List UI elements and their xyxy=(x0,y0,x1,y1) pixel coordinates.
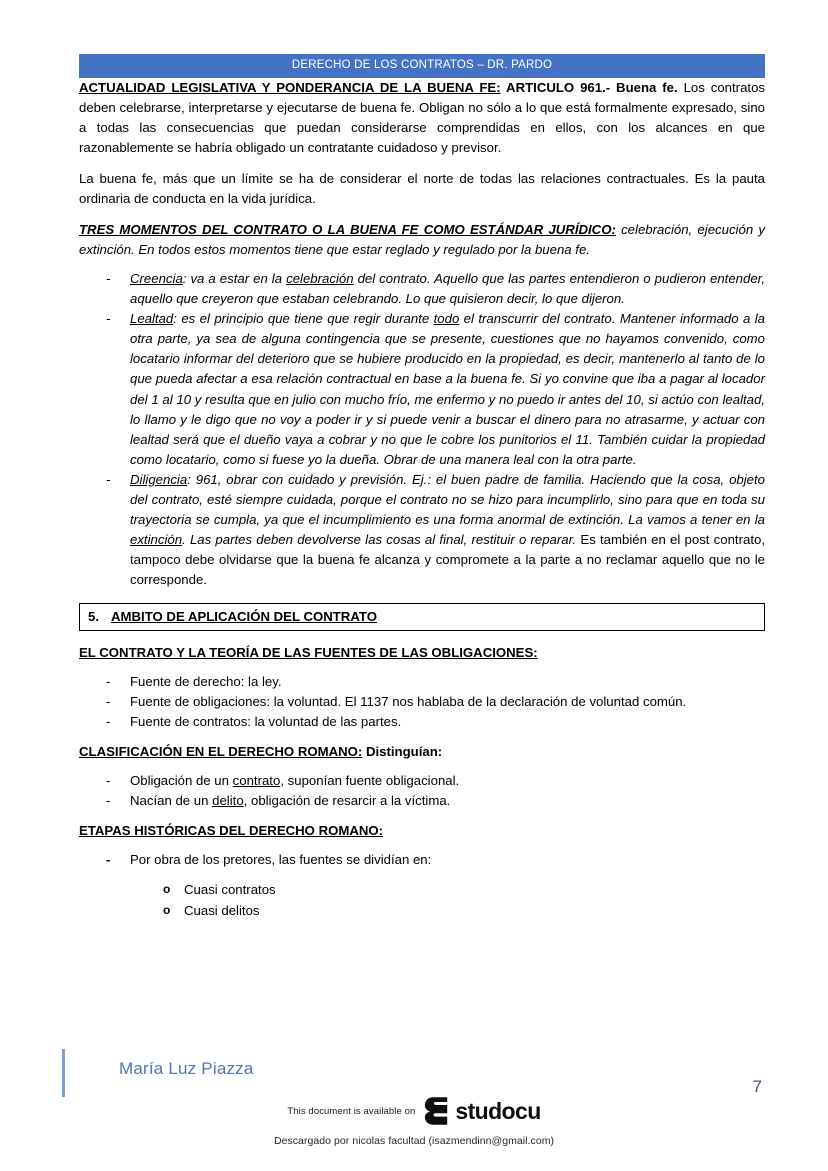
author-signature: María Luz Piazza xyxy=(119,1059,254,1078)
list-item-label: Fuente de contratos: la voluntad de las partes. xyxy=(130,714,402,730)
diligencia-seg1: : 961, obrar con cuidado y previsión. Ej.: el buen padre de familia. Haciendo que la cosa, objeto del contrato, esté siempre cuidada, porque el contrato no se hizo para incumplirlo, sino para que en toda su trayectoria se cumpla, ya que el incumplimiento es una forma anormal de extinción. La vamos a tener en la xyxy=(130,471,765,527)
creencia-seg1: : va a estar en la xyxy=(182,271,287,287)
dash-bullet-icon: - xyxy=(106,271,111,287)
term-creencia: Creencia xyxy=(130,271,183,287)
diligencia-seg3: Es también en el post contrato, tampoco debe olvidarse que la buena fe alcanza y compromete a la parte a no reclamar aquello que no le corresponde. xyxy=(130,531,765,588)
list-buena-fe-momentos xyxy=(79,269,765,590)
list-item xyxy=(79,269,765,309)
studocu-wordmark: studocu xyxy=(455,1097,541,1124)
list-etapas xyxy=(79,850,765,870)
heading-clasificacion-romano xyxy=(79,742,765,762)
term-lealtad: Lealtad xyxy=(130,311,174,327)
list-item xyxy=(79,672,765,692)
list-item-label: Fuente de obligaciones: la voluntad. El 1137 nos hablaba de la declaración de voluntad común. xyxy=(130,694,687,709)
heading-actualidad-legislativa: ACTUALIDAD LEGISLATIVA Y PONDERANCIA DE LA BUENA FE: xyxy=(79,79,501,95)
dash-bullet-icon: - xyxy=(106,694,111,709)
creencia-emphasis: celebración xyxy=(286,271,354,287)
list-item-label: Fuente de derecho: la ley. xyxy=(130,673,282,689)
dash-bullet-icon: - xyxy=(106,792,111,808)
list-item xyxy=(79,712,765,732)
list-item xyxy=(79,692,765,712)
studocu-s-mark-icon xyxy=(424,1096,450,1126)
creencia-seg2: del contrato. Aquello que las partes entendieron o pudieron entender, aquello que creyeron que estaban celebrando. Lo que quisieron decir, lo que dijeron. xyxy=(130,271,765,307)
romano-pre-1: Nacían de un xyxy=(130,792,213,808)
circle-bullet-icon: o xyxy=(163,902,171,917)
list-item xyxy=(79,850,765,870)
circle-bullet-icon: o xyxy=(163,881,171,896)
downloaded-by-text: Descargado por nicolas facultad (isazmendinn@gmail.com) xyxy=(273,1135,555,1147)
diligencia-emphasis: extinción xyxy=(130,531,183,547)
romano-emphasis-delito: delito xyxy=(212,792,244,808)
run-actualidad-body: Los contratos deben celebrarse, interpretarse y ejecutarse de buena fe. Obligan no sólo a lo que está formalmente expresado, sino a todas las consecuencias que puedan considerarse comprendidas en ellos, con los alcances en que razonablemente se habría obligado un contratante cuidadoso y previsor. xyxy=(79,79,766,155)
heading-clasificacion-rest: Distinguían: xyxy=(362,744,443,760)
list-fuentes xyxy=(79,672,765,732)
heading-etapas-historicas-text: ETAPAS HISTÓRICAS DEL DERECHO ROMANO: xyxy=(79,823,384,839)
list-item xyxy=(79,901,765,922)
section-heading-box xyxy=(79,603,765,631)
list-item-label: Por obra de los pretores, las fuentes se dividían en: xyxy=(130,851,432,867)
lealtad-seg2: el transcurrir del contrato. Mantener informado a la otra parte, ya sea de alguna contingencia que se presente, cuestiones que no hayamos convenido, como locatario informar del deterioro que se hubiere producido en la propiedad, es decir, mantenerlo al tanto de lo que pueda afectar a esa relación contractual en base a la buena fe. Si yo convine que iba a pagar al locador del 1 al 10 y resulta que en julio con mucho frío, me enfermo y no puedo ir antes del 10, si actúo con lealtad, lo llamo y le digo que no voy a poder ir y si puede venir a buscar el dinero para no atrasarme, y actuar con lealtad será que el dueño vaya a cobrar y no que le cobre los punitorios el 11. También cuidar la propiedad como locatario, como si fuese yo la dueña. Obrar de una manera leal con la otra parte. xyxy=(130,311,766,467)
dash-bullet-icon: - xyxy=(106,714,111,730)
heading-teoria-fuentes-text: EL CONTRATO Y LA TEORÍA DE LAS FUENTES DE LAS OBLIGACIONES: xyxy=(79,645,538,661)
paragraph-tres-momentos xyxy=(79,220,765,260)
list-item xyxy=(79,470,765,590)
list-item xyxy=(79,771,765,791)
lealtad-emphasis: todo xyxy=(433,311,460,327)
list-item-label: Cuasi delitos xyxy=(184,902,260,918)
paragraph-buena-fe-norte: La buena fe, más que un límite se ha de considerar el norte de todas las relaciones contractuales. Es la pauta ordinaria de conducta en la vida jurídica. xyxy=(79,170,765,206)
diligencia-seg2: . Las partes deben devolverse las cosas al final, restituir o reparar. xyxy=(182,531,577,547)
studocu-logo xyxy=(424,1096,540,1126)
run-articulo-961: ARTICULO 961.- Buena fe. xyxy=(500,79,678,95)
dash-bullet-icon: - xyxy=(106,311,111,327)
studocu-footer xyxy=(0,1096,828,1147)
dash-bullet-icon: - xyxy=(106,772,111,788)
list-derecho-romano xyxy=(79,771,765,811)
heading-teoria-fuentes xyxy=(79,643,765,663)
list-item xyxy=(79,880,765,901)
lealtad-seg1: : es el principio que tiene que regir durante xyxy=(173,311,434,327)
romano-post-1: , obligación de resarcir a la víctima. xyxy=(243,792,451,808)
heading-clasificacion-underlined: CLASIFICACIÓN EN EL DERECHO ROMANO: xyxy=(79,744,363,760)
section-number: 5. xyxy=(88,609,99,625)
term-diligencia: Diligencia xyxy=(130,471,188,487)
dash-bullet-icon: - xyxy=(106,673,111,689)
heading-tres-momentos: TRES MOMENTOS DEL CONTRATO O LA BUENA FE COMO ESTÁNDAR JURÍDICO: xyxy=(79,222,616,238)
list-item xyxy=(79,791,765,811)
heading-etapas-historicas xyxy=(79,821,765,841)
romano-post-0: , suponían fuente obligacional. xyxy=(280,772,460,788)
romano-emphasis-contrato: contrato xyxy=(232,772,281,788)
signature-block xyxy=(62,1049,762,1097)
list-item xyxy=(79,309,765,470)
studocu-brand-row xyxy=(287,1096,540,1126)
page-number: 7 xyxy=(752,1077,762,1096)
dash-bullet-icon: - xyxy=(106,851,111,867)
romano-pre-0: Obligación de un xyxy=(130,772,233,788)
list-item-label: Cuasi contratos xyxy=(184,881,276,897)
document-title-bar: DERECHO DE LOS CONTRATOS – DR. PARDO xyxy=(79,54,765,78)
list-etapas-sub xyxy=(79,880,765,922)
document-content xyxy=(79,54,765,922)
run-tres-momentos-body: celebración, ejecución y extinción. En todos estos momentos tiene que estar reglado y regulado por la buena fe. xyxy=(79,222,765,258)
section-title: AMBITO DE APLICACIÓN DEL CONTRATO xyxy=(111,609,377,625)
paragraph-actualidad-legislativa xyxy=(79,78,765,158)
signature-accent-bar xyxy=(62,1049,65,1097)
dash-bullet-icon: - xyxy=(106,471,111,487)
studocu-available-text: This document is available on xyxy=(287,1105,416,1117)
